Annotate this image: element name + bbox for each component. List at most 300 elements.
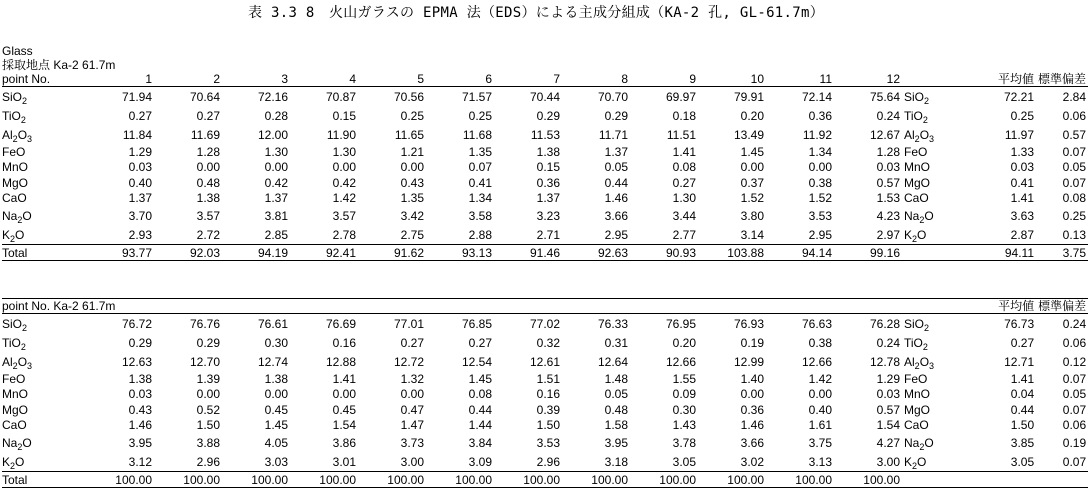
value-cell: 1.42 — [332, 191, 356, 206]
average-header: 平均値 — [964, 299, 1036, 314]
total-cell: 100.00 — [562, 472, 630, 488]
value-cell: 2.77 — [672, 227, 696, 242]
value-cell: 1.29 — [876, 371, 900, 386]
oxide-label: MgO — [2, 175, 29, 190]
value-cell: 76.63 — [801, 316, 832, 331]
sd-cell: 0.07 — [1062, 175, 1086, 190]
point-number: 10 — [698, 72, 766, 87]
value-cell: 12.66 — [665, 354, 696, 369]
value-cell: 0.36 — [808, 108, 832, 123]
value-cell: 0.18 — [672, 108, 696, 123]
sd-cell: 0.19 — [1062, 435, 1087, 450]
value-cell: 1.42 — [808, 371, 832, 386]
value-cell: 0.16 — [536, 387, 560, 402]
value-cell: 1.48 — [604, 371, 628, 386]
oxide-label: $Na_2O$ — [2, 435, 32, 452]
value-cell: 0.43 — [400, 175, 424, 190]
value-cell: 1.50 — [536, 418, 560, 433]
value-cell: 0.40 — [808, 402, 832, 417]
value-cell: 75.64 — [869, 89, 900, 104]
point-number: 7 — [494, 72, 562, 87]
point-number: 12 — [834, 72, 902, 87]
total-label: Total — [2, 245, 86, 261]
total-cell: 92.41 — [290, 245, 358, 261]
table-row — [2, 452, 1088, 472]
value-cell: 2.85 — [264, 227, 288, 242]
average-cell: 1.33 — [1010, 144, 1034, 159]
oxide-label: FeO — [2, 371, 26, 386]
value-cell: 2.97 — [876, 227, 900, 242]
value-cell: 3.44 — [672, 208, 696, 223]
total-average — [964, 472, 1036, 488]
sd-cell: 0.07 — [1062, 454, 1087, 469]
total-cell: 100.00 — [154, 472, 222, 488]
header-row — [2, 299, 1088, 314]
value-cell: 1.41 — [672, 144, 696, 159]
average-cell: 0.03 — [1010, 160, 1034, 175]
value-cell: 1.46 — [128, 418, 152, 433]
value-cell: 0.00 — [808, 160, 832, 175]
value-cell: 0.40 — [128, 175, 152, 190]
table-row — [2, 387, 1088, 403]
value-cell: 12.88 — [325, 354, 356, 369]
value-cell: 79.91 — [733, 89, 764, 104]
value-cell: 69.97 — [665, 89, 696, 104]
value-cell: 11.92 — [802, 127, 832, 142]
total-cell: 100.00 — [290, 472, 358, 488]
value-cell: 0.43 — [128, 402, 152, 417]
point-number: 5 — [358, 72, 426, 87]
value-cell: 11.90 — [326, 127, 356, 142]
value-cell: 3.18 — [604, 454, 628, 469]
value-cell: 0.57 — [876, 402, 900, 417]
value-cell: 3.13 — [808, 454, 832, 469]
total-cell: 94.14 — [766, 245, 834, 261]
value-cell: 1.41 — [332, 371, 356, 386]
oxide-label: $K_2O$ — [2, 454, 25, 471]
value-cell: 0.31 — [604, 335, 628, 350]
average-cell: 0.27 — [1010, 335, 1035, 350]
value-cell: 70.70 — [597, 89, 628, 104]
total-cell: 100.00 — [630, 472, 698, 488]
value-cell: 3.81 — [264, 208, 288, 223]
value-cell: 70.44 — [529, 89, 560, 104]
value-cell: 0.29 — [128, 335, 152, 350]
value-cell: 76.72 — [121, 316, 152, 331]
value-cell: 0.00 — [196, 160, 220, 175]
total-cell: 99.16 — [834, 245, 902, 261]
value-cell: 0.42 — [332, 175, 356, 190]
table-row — [2, 87, 1088, 107]
value-cell: 1.38 — [128, 371, 152, 386]
oxide-label: CaO — [904, 191, 929, 206]
value-cell: 12.63 — [121, 354, 152, 369]
value-cell: 0.44 — [468, 402, 492, 417]
value-cell: 12.66 — [801, 354, 832, 369]
average-cell: 11.97 — [1004, 127, 1034, 142]
value-cell: 3.03 — [264, 454, 288, 469]
value-cell: 0.16 — [332, 335, 356, 350]
oxide-label: MnO — [904, 160, 931, 175]
value-cell: 4.05 — [264, 435, 288, 450]
value-cell: 1.50 — [196, 418, 220, 433]
value-cell: 1.52 — [808, 191, 832, 206]
average-cell: 3.85 — [1010, 435, 1035, 450]
value-cell: 3.00 — [400, 454, 424, 469]
average-cell: 2.87 — [1010, 227, 1034, 242]
value-cell: 70.56 — [393, 89, 424, 104]
value-cell: 1.39 — [196, 371, 220, 386]
value-cell: 12.54 — [461, 354, 492, 369]
table-row — [2, 314, 1088, 334]
value-cell: 11.71 — [598, 127, 628, 142]
total-cell: 93.77 — [86, 245, 154, 261]
value-cell: 72.14 — [801, 89, 832, 104]
value-cell: 2.88 — [468, 227, 492, 242]
value-cell: 1.37 — [536, 191, 560, 206]
total-cell: 100.00 — [222, 472, 290, 488]
table-row — [2, 225, 1088, 245]
total-cell: 100.00 — [494, 472, 562, 488]
table-row — [2, 160, 1088, 176]
value-cell: 11.68 — [462, 127, 492, 142]
value-cell: 77.01 — [393, 316, 424, 331]
total-average: 94.11 — [964, 245, 1036, 261]
value-cell: 1.34 — [808, 144, 832, 159]
value-cell: 0.03 — [128, 160, 152, 175]
value-cell: 0.00 — [808, 387, 832, 402]
value-cell: 1.38 — [264, 371, 288, 386]
value-cell: 0.27 — [672, 175, 696, 190]
value-cell: 1.40 — [740, 371, 764, 386]
value-cell: 0.09 — [672, 387, 696, 402]
oxide-label: CaO — [904, 418, 929, 433]
average-cell: 1.41 — [1010, 371, 1035, 386]
value-cell: 3.42 — [400, 208, 424, 223]
value-cell: 1.30 — [264, 144, 288, 159]
value-cell: 12.00 — [257, 127, 288, 142]
material-label: Glass — [2, 44, 33, 58]
value-cell: 3.00 — [876, 454, 900, 469]
table-row — [2, 433, 1088, 452]
value-cell: 2.93 — [128, 227, 152, 242]
value-cell: 1.34 — [468, 191, 492, 206]
oxide-label: FeO — [904, 144, 928, 159]
value-cell: 0.37 — [740, 175, 764, 190]
value-cell: 3.14 — [740, 227, 764, 242]
oxide-label: SiO$_2$ — [904, 89, 930, 106]
value-cell: 71.94 — [121, 89, 152, 104]
oxide-label: $Na_2O$ — [904, 208, 934, 225]
site-label: 採取地点 Ka-2 61.7m — [2, 58, 116, 72]
value-cell: 2.96 — [536, 454, 560, 469]
value-cell: 4.23 — [876, 208, 900, 223]
oxide-label: $K_2O$ — [2, 227, 25, 244]
value-cell: 3.95 — [604, 435, 628, 450]
table-row — [2, 191, 1088, 207]
total-sd: 3.75 — [1036, 245, 1088, 261]
value-cell: 11.69 — [190, 127, 220, 142]
value-cell: 72.16 — [257, 89, 288, 104]
value-cell: 1.54 — [332, 418, 356, 433]
value-cell: 0.30 — [264, 335, 288, 350]
value-cell: 3.75 — [808, 435, 832, 450]
average-cell: 0.44 — [1010, 402, 1035, 417]
oxide-label: MnO — [904, 387, 931, 402]
sd-cell: 0.06 — [1062, 108, 1086, 123]
value-cell: 0.24 — [876, 335, 900, 350]
value-cell: 0.39 — [536, 402, 560, 417]
value-cell: 3.58 — [468, 208, 492, 223]
table-row — [2, 175, 1088, 191]
value-cell: 1.35 — [400, 191, 424, 206]
value-cell: 1.38 — [196, 191, 220, 206]
oxide-label: $Na_2O$ — [2, 208, 32, 225]
oxide-label: $Al_2O_3$ — [904, 127, 935, 144]
value-cell: 0.00 — [740, 160, 764, 175]
oxide-label: $Na_2O$ — [904, 435, 934, 452]
value-cell: 0.20 — [740, 108, 764, 123]
oxide-label: FeO — [904, 371, 928, 386]
value-cell: 2.96 — [196, 454, 220, 469]
value-cell: 12.78 — [869, 354, 900, 369]
value-cell: 0.00 — [400, 387, 424, 402]
value-cell: 1.28 — [196, 144, 220, 159]
value-cell: 3.53 — [808, 208, 832, 223]
oxide-label: SiO$_2$ — [2, 316, 28, 333]
value-cell: 11.53 — [530, 127, 560, 142]
value-cell: 0.25 — [400, 108, 424, 123]
value-cell: 0.00 — [332, 387, 356, 402]
value-cell: 0.29 — [604, 108, 628, 123]
sd-cell: 0.25 — [1062, 208, 1086, 223]
average-cell: 72.21 — [1003, 89, 1034, 104]
total-cell: 93.13 — [426, 245, 494, 261]
average-cell: 12.71 — [1004, 354, 1035, 369]
value-cell: 12.72 — [393, 354, 424, 369]
value-cell: 11.65 — [394, 127, 424, 142]
oxide-label: FeO — [2, 144, 26, 159]
total-row — [2, 472, 1088, 488]
oxide-label: $Al_2O_3$ — [2, 354, 33, 371]
value-cell: 0.00 — [264, 160, 288, 175]
total-label: Total — [2, 472, 86, 488]
sd-cell: 0.06 — [1062, 335, 1087, 350]
value-cell: 0.08 — [672, 160, 696, 175]
value-cell: 1.46 — [740, 418, 764, 433]
oxide-label: $K_2O$ — [904, 227, 927, 244]
average-cell: 0.25 — [1010, 108, 1034, 123]
oxide-label: CaO — [2, 418, 27, 433]
value-cell: 2.95 — [604, 227, 628, 242]
value-cell: 1.45 — [468, 371, 492, 386]
total-cell: 100.00 — [766, 472, 834, 488]
total-cell: 91.62 — [358, 245, 426, 261]
value-cell: 1.38 — [536, 144, 560, 159]
oxide-label: MnO — [2, 160, 29, 175]
value-cell: 0.03 — [876, 160, 900, 175]
total-row — [2, 245, 1088, 261]
value-cell: 2.95 — [808, 227, 832, 242]
value-cell: 0.00 — [196, 387, 220, 402]
total-cell: 103.88 — [698, 245, 766, 261]
value-cell: 0.29 — [196, 335, 220, 350]
table-row — [2, 333, 1088, 352]
sd-cell: 2.84 — [1062, 89, 1086, 104]
value-cell: 1.46 — [604, 191, 628, 206]
total-cell: 90.93 — [630, 245, 698, 261]
value-cell: 2.78 — [332, 227, 356, 242]
sd-cell: 0.13 — [1062, 227, 1086, 242]
value-cell: 3.12 — [128, 454, 152, 469]
value-cell: 0.57 — [876, 175, 900, 190]
sd-cell: 0.05 — [1062, 160, 1086, 175]
table-row — [2, 106, 1088, 125]
value-cell: 0.15 — [536, 160, 560, 175]
oxide-label: CaO — [2, 191, 27, 206]
table-row — [2, 418, 1088, 434]
total-cell: 92.03 — [154, 245, 222, 261]
table-row — [2, 144, 1088, 160]
value-cell: 1.45 — [264, 418, 288, 433]
value-cell: 1.47 — [400, 418, 424, 433]
value-cell: 3.66 — [604, 208, 628, 223]
header-row — [2, 72, 1088, 87]
value-cell: 2.75 — [400, 227, 424, 242]
table-row — [2, 125, 1088, 144]
value-cell: 3.80 — [740, 208, 764, 223]
value-cell: 0.28 — [264, 108, 288, 123]
value-cell: 1.30 — [672, 191, 696, 206]
value-cell: 76.76 — [189, 316, 220, 331]
point-number: 6 — [426, 72, 494, 87]
point-number: 1 — [86, 72, 154, 87]
value-cell: 76.28 — [869, 316, 900, 331]
value-cell: 3.01 — [332, 454, 356, 469]
value-cell: 3.23 — [536, 208, 560, 223]
value-cell: 0.00 — [332, 160, 356, 175]
value-cell: 1.45 — [740, 144, 764, 159]
composition-table-1 — [2, 72, 1088, 261]
value-cell: 0.00 — [400, 160, 424, 175]
value-cell: 1.43 — [672, 418, 696, 433]
table-row — [2, 206, 1088, 225]
oxide-label: MgO — [2, 402, 29, 417]
sd-cell: 0.06 — [1062, 418, 1087, 433]
point-number: 8 — [562, 72, 630, 87]
oxide-label: $Al_2O_3$ — [2, 127, 33, 144]
value-cell: 0.15 — [332, 108, 356, 123]
value-cell: 0.25 — [468, 108, 492, 123]
sd-cell: 0.07 — [1062, 371, 1087, 386]
value-cell: 0.27 — [128, 108, 152, 123]
value-cell: 76.33 — [597, 316, 628, 331]
value-cell: 0.47 — [400, 402, 424, 417]
value-cell: 70.64 — [189, 89, 220, 104]
value-cell: 3.09 — [468, 454, 492, 469]
value-cell: 2.72 — [196, 227, 220, 242]
value-cell: 12.67 — [869, 127, 900, 142]
value-cell: 0.05 — [604, 387, 628, 402]
average-cell: 0.04 — [1010, 387, 1035, 402]
sd-cell: 0.12 — [1062, 354, 1087, 369]
value-cell: 12.61 — [529, 354, 560, 369]
value-cell: 71.57 — [461, 89, 492, 104]
value-cell: 3.86 — [332, 435, 356, 450]
point-label: point No. — [2, 72, 86, 87]
point-number: 4 — [290, 72, 358, 87]
point-label: point No. Ka-2 61.7m — [2, 299, 964, 314]
value-cell: 1.21 — [400, 144, 424, 159]
value-cell: 70.87 — [325, 89, 356, 104]
value-cell: 0.42 — [264, 175, 288, 190]
sd-cell: 0.24 — [1062, 316, 1087, 331]
value-cell: 12.64 — [597, 354, 628, 369]
sd-cell: 0.57 — [1062, 127, 1086, 142]
value-cell: 3.88 — [196, 435, 220, 450]
oxide-label: TiO$_2$ — [2, 108, 26, 125]
average-header: 平均値 — [964, 72, 1036, 87]
table-row — [2, 402, 1088, 418]
value-cell: 0.38 — [808, 335, 832, 350]
value-cell: 1.37 — [264, 191, 288, 206]
value-cell: 1.37 — [604, 144, 628, 159]
point-number: 2 — [154, 72, 222, 87]
value-cell: 3.53 — [536, 435, 560, 450]
point-number: 3 — [222, 72, 290, 87]
sd-header: 標準偏差 — [1037, 72, 1086, 86]
total-cell: 100.00 — [834, 472, 902, 488]
value-cell: 0.20 — [672, 335, 696, 350]
value-cell: 76.61 — [257, 316, 288, 331]
point-number: 9 — [630, 72, 698, 87]
value-cell: 1.37 — [128, 191, 152, 206]
total-cell: 100.00 — [86, 472, 154, 488]
value-cell: 12.70 — [189, 354, 220, 369]
value-cell: 0.36 — [536, 175, 560, 190]
total-cell: 100.00 — [426, 472, 494, 488]
value-cell: 1.58 — [604, 418, 628, 433]
total-cell: 92.63 — [562, 245, 630, 261]
value-cell: 1.30 — [332, 144, 356, 159]
value-cell: 0.44 — [604, 175, 628, 190]
value-cell: 76.93 — [733, 316, 764, 331]
value-cell: 1.29 — [128, 144, 152, 159]
value-cell: 0.38 — [808, 175, 832, 190]
value-cell: 3.70 — [128, 208, 152, 223]
value-cell: 0.41 — [468, 175, 492, 190]
value-cell: 1.44 — [468, 418, 492, 433]
value-cell: 0.48 — [196, 175, 220, 190]
value-cell: 0.30 — [672, 402, 696, 417]
average-cell: 1.50 — [1010, 418, 1035, 433]
value-cell: 0.32 — [536, 335, 560, 350]
total-cell: 100.00 — [358, 472, 426, 488]
value-cell: 3.95 — [128, 435, 152, 450]
average-cell: 3.63 — [1010, 208, 1034, 223]
total-cell: 91.46 — [494, 245, 562, 261]
value-cell: 1.53 — [876, 191, 900, 206]
total-sd — [1036, 472, 1088, 488]
value-cell: 0.52 — [196, 402, 220, 417]
value-cell: 1.52 — [740, 191, 764, 206]
value-cell: 0.19 — [740, 335, 764, 350]
average-cell: 76.73 — [1004, 316, 1035, 331]
value-cell: 1.32 — [400, 371, 424, 386]
value-cell: 0.05 — [604, 160, 628, 175]
value-cell: 0.36 — [740, 402, 764, 417]
value-cell: 12.74 — [257, 354, 288, 369]
